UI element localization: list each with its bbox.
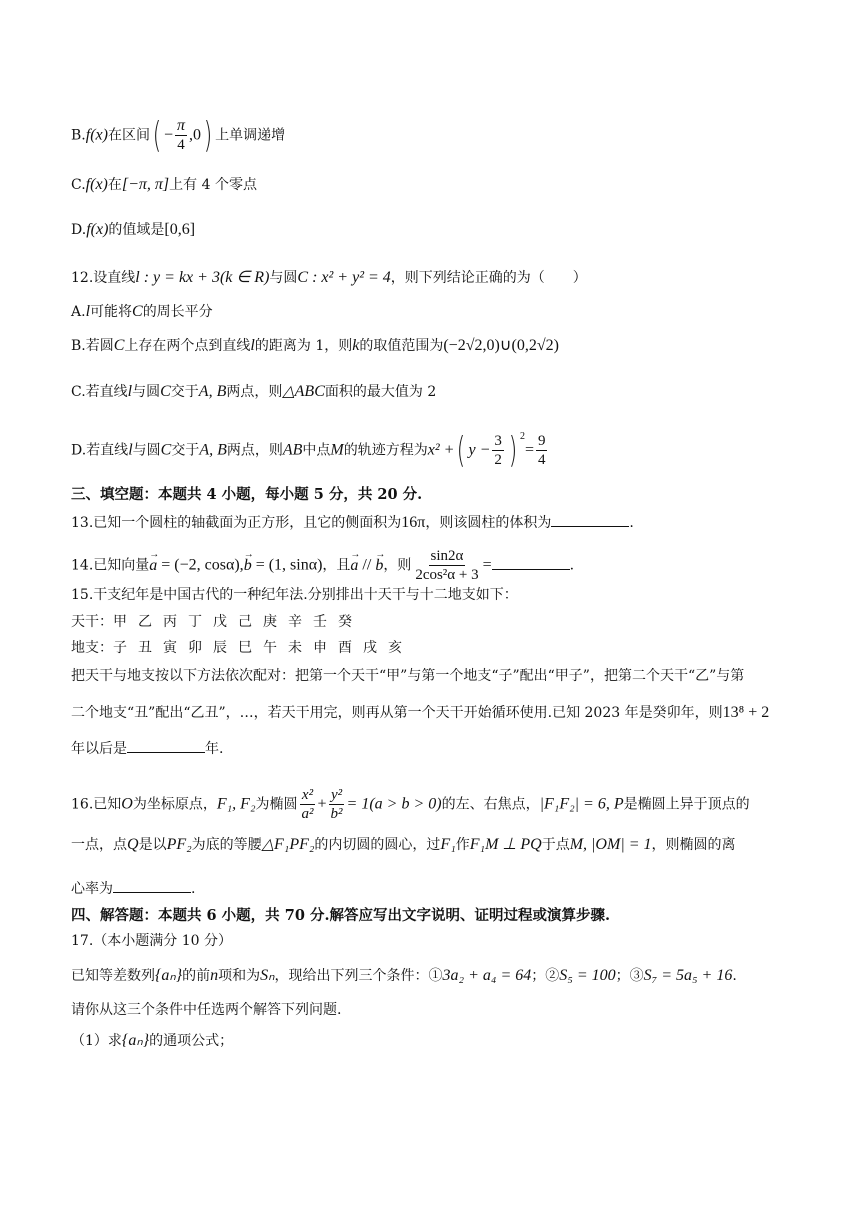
locus-equation: x² + xyxy=(427,441,455,459)
answer-blank[interactable] xyxy=(551,512,629,527)
q12-stem: 12.设直线l : y = kx + 3(k ∈ R)与圆C : x² + y² = 4，则下列结论正确的为（ ） xyxy=(71,269,587,286)
section-heading-solutions: 四、解答题：本题共 6 小题，共 70 分.解答应写出文字说明、证明过程或演算步骤. xyxy=(71,907,611,924)
q12-option-b: B.若圆C上存在两个点到直线l的距离为 1，则k的取值范围为(−2√2,0)∪(0,2√2) xyxy=(71,337,559,354)
q12-option-a: A.l可能将C的周长平分 xyxy=(71,303,213,320)
interval: [0,6] xyxy=(164,221,196,238)
q15-rule: 把天干与地支按以下方法依次配对：把第一个天干“甲”与第一个地支“子”配出“甲子”，把第二个天干“乙”与第 xyxy=(71,668,745,684)
section-heading-fill-in: 三、填空题：本题共 4 小题，每小题 5 分，共 20 分. xyxy=(71,486,423,503)
fraction-pi-over-4: $\frac{\pi}{4}$ xyxy=(177,117,186,153)
answer-blank[interactable] xyxy=(127,738,205,753)
interval: [−π, π] xyxy=(121,176,170,193)
q12-option-d: D.若直线l与圆C交于A, B两点，则AB中点M的轨迹方程为x² +( y − $\frac{3}{2}$ ) $^2$= $\frac{9}{4}$ xyxy=(71,429,546,471)
q16-line1: 16.已知O为坐标原点，F₁, F₂为椭圆 $\frac{\text{x²}}{\text{a²}}$ + $\frac{\text{y²}}{\text{b²}}$ = 1(a > b > 0)的左、右焦点，|F₁F₂| = 6, P是椭圆上异于顶点的 xyxy=(71,787,750,822)
function-fx: f(x) xyxy=(85,126,108,144)
q15-tiangan: 天干：甲 乙 丙 丁 戊 己 庚 辛 壬 癸 xyxy=(71,614,352,630)
q15-rule-cont: 二个地支“丑”配出“乙丑”，…，若天干用完，则再从第一个天干开始循环使用.已知 2023 年是癸卯年，则13⁸ + 2 xyxy=(71,704,770,721)
circle-equation: C : x² + y² = 4 xyxy=(297,269,391,286)
answer-blank[interactable] xyxy=(113,878,191,893)
q17-stem: 已知等差数列{aₙ}的前n项和为Sₙ，现给出下列三个条件：①3a₂ + a₄ = 64；②S₅ = 100；③S₇ = 5a₅ + 16. xyxy=(71,967,737,984)
q13: 13.已知一个圆柱的轴截面为正方形，且它的侧面积为16π，则该圆柱的体积为 . xyxy=(71,514,634,531)
q16-line3: 心率为 . xyxy=(71,878,195,899)
answer-blank[interactable] xyxy=(492,555,570,570)
q15-question: 年以后是 年. xyxy=(71,738,223,759)
q15-intro: 15.干支纪年是中国古代的一种纪年法.分别排出十天干与十二地支如下： xyxy=(71,587,518,603)
q17-part1: （1）求{aₙ}的通项公式； xyxy=(71,1032,234,1049)
q15-dizhi: 地支：子 丑 寅 卯 辰 巳 午 未 申 酉 戌 亥 xyxy=(71,640,402,656)
fraction-expression: $\frac{\sin 2\alpha}{\text{2cos²α + 3}}$ xyxy=(415,548,479,583)
q17-header: 17.（本小题满分 10 分） xyxy=(71,933,232,949)
q11-option-b: B.f(x)在区间( − $\frac{\pi}{4}$ ,0) 上单调递增 xyxy=(71,114,286,156)
q17-instruction: 请你从这三个条件中任选两个解答下列问题. xyxy=(71,1002,342,1018)
line-equation: l : y = kx + 3(k ∈ R) xyxy=(135,269,270,286)
q16-line2: 一点，点Q是以PF₂为底的等腰△F₁PF₂的内切圆的圆心，过F₁作F₁M ⊥ PQ于点M, |OM| = 1，则椭圆的离 xyxy=(71,836,736,853)
q14: 14.已知向量→ a = (−2, cosα),→ b = (1, sinα)，且→ a // → b，则 $\frac{\sin 2\alpha}{\text{2cos²α + 3}}$ = . xyxy=(71,547,574,584)
k-range: (−2√2,0)∪(0,2√2) xyxy=(443,337,559,354)
year-expression: 13⁸ + 2 xyxy=(722,704,770,721)
q12-option-c: C.若直线l与圆C交于A, B两点，则△ABC面积的最大值为 2 xyxy=(71,383,437,400)
q11-option-d: D.f(x)的值域是[0,6] xyxy=(71,221,196,238)
q11-option-c: C.f(x)在[−π, π]上有 4 个零点 xyxy=(71,176,257,193)
